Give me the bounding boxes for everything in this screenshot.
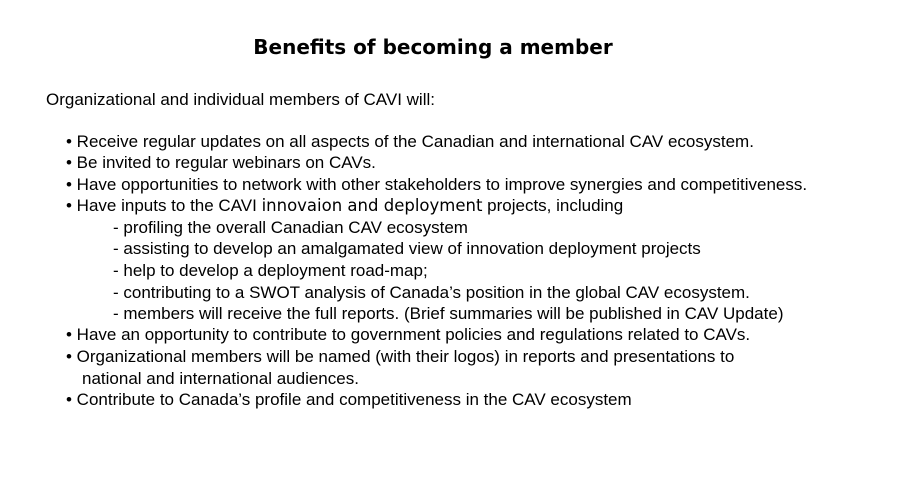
sub-item-swot: - contributing to a SWOT analysis of Canada’s position in the global CAV ecosystem. (113, 283, 750, 302)
bullet-webinars: • Be invited to regular webinars on CAVs. (66, 153, 376, 172)
bullet-inputs-prefix: • Have inputs to the CAVI (66, 196, 262, 215)
bullet-inputs (66, 195, 623, 216)
bullet-named-line1: • Organizational members will be named (with their logos) in reports and presentations to (66, 347, 735, 366)
sub-item-road-map: - help to develop a deployment road-map; (113, 261, 428, 280)
bullet-updates: • Receive regular updates on all aspects of the Canadian and international CAV ecosystem. (66, 132, 754, 151)
sub-item-profiling: - profiling the overall Canadian CAV ecosystem (113, 218, 468, 237)
bullet-profile: • Contribute to Canada’s profile and competitiveness in the CAV ecosystem (66, 390, 632, 409)
bullet-inputs-mid: innovaion and deployment (261, 196, 483, 215)
bullet-network: • Have opportunities to network with other stakeholders to improve synergies and competitiveness. (66, 175, 808, 194)
sub-item-reports: - members will receive the full reports. (Brief summaries will be published in CAV Update) (113, 304, 784, 323)
bullet-named-line2: national and international audiences. (82, 369, 359, 388)
bullet-inputs-suffix: projects, including (482, 196, 624, 215)
bullet-policies: • Have an opportunity to contribute to government policies and regulations related to CAVs. (66, 325, 751, 344)
sub-item-amalgamated-view: - assisting to develop an amalgamated view of innovation deployment projects (113, 239, 701, 258)
slide-title: Benefits of becoming a member (253, 35, 613, 59)
intro-text: Organizational and individual members of CAVI will: (46, 90, 435, 109)
